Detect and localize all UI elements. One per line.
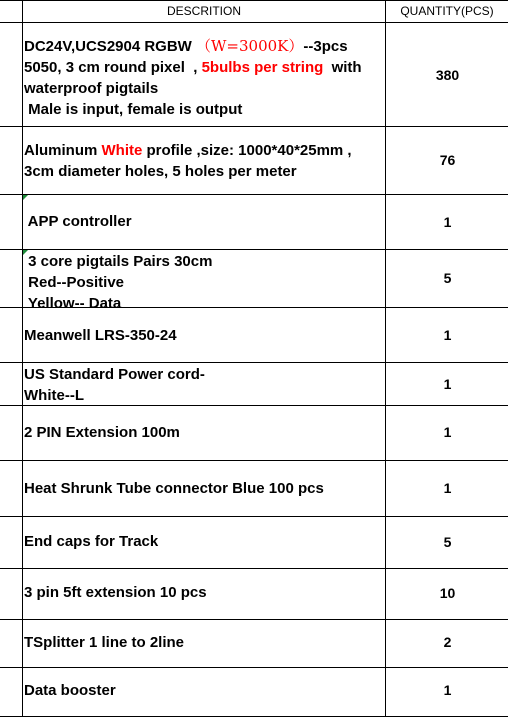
quantity-cell: 2: [443, 634, 452, 650]
description-text: US Standard Power cord-: [24, 366, 205, 383]
description-text: 3 pin 5ft extension 10 pcs: [24, 584, 207, 601]
description-text: APP controller: [24, 213, 132, 230]
grid-line: [0, 22, 508, 23]
description-cell: [24, 364, 384, 406]
description-line: [24, 531, 384, 552]
description-cell: [24, 582, 384, 603]
grid-line: [385, 0, 386, 717]
description-cell: [24, 251, 384, 307]
description-text: Heat Shrunk Tube connector Blue 100 pcs: [24, 480, 324, 497]
description-line: [24, 36, 384, 57]
description-text: End caps for Track: [24, 533, 159, 550]
description-text: TSplitter 1 line to 2line: [24, 634, 185, 651]
description-cell: [24, 36, 384, 120]
description-text: Male is input, female is output: [24, 101, 243, 118]
description-line: [24, 385, 384, 406]
quantity-cell: 1: [443, 424, 452, 440]
quantity-cell: 380: [435, 67, 460, 83]
description-cell: [24, 632, 384, 653]
grid-line: [0, 667, 508, 668]
grid-line: [0, 194, 508, 195]
grid-line: [0, 249, 508, 250]
description-line: [24, 272, 384, 293]
description-text: with: [323, 59, 362, 76]
description-cell: [24, 680, 384, 701]
description-cell: [24, 422, 384, 443]
description-line: [24, 632, 384, 653]
description-line: [24, 140, 384, 161]
description-text: Aluminum: [24, 142, 102, 159]
description-line: [24, 78, 384, 99]
description-text: 5050, 3 cm round pixel ,: [24, 59, 202, 76]
description-cell: [24, 531, 384, 552]
comment-marker-icon: [23, 195, 28, 200]
grid-line: [0, 307, 508, 308]
description-line: [24, 422, 384, 443]
column-header-quantity: QUANTITY(PCS): [400, 4, 494, 18]
column-header-description: DESCRITION: [166, 4, 241, 18]
grid-line: [22, 0, 23, 717]
description-line: [24, 325, 384, 346]
quantity-cell: 1: [443, 480, 452, 496]
grid-line: [0, 362, 508, 363]
grid-line: [0, 716, 508, 717]
description-text: 2 PIN Extension 100m: [24, 424, 180, 441]
description-text: Red--Positive: [24, 274, 125, 291]
quantity-cell: 5: [443, 534, 452, 550]
grid-line: [0, 460, 508, 461]
description-cell: [24, 478, 384, 499]
grid-line: [0, 619, 508, 620]
description-line: [24, 680, 384, 701]
description-text: Yellow-- Data: [24, 295, 122, 307]
description-line: [24, 99, 384, 120]
description-line: [24, 57, 384, 78]
description-text: White--L: [24, 387, 84, 404]
description-text: --3pcs: [303, 38, 348, 55]
quantity-cell: 5: [443, 270, 452, 286]
quantity-cell: 1: [443, 682, 452, 698]
description-line: [24, 161, 384, 182]
quantity-cell: 10: [439, 585, 456, 601]
description-line: [24, 211, 384, 232]
highlighted-text: （W=3000K）: [196, 37, 304, 55]
description-line: [24, 364, 384, 385]
description-text: profile ,size: 1000*40*25mm ,: [142, 142, 352, 159]
description-cell: [24, 325, 384, 346]
grid-line: [0, 516, 508, 517]
description-text: 3 core pigtails Pairs 30cm: [24, 253, 213, 270]
description-cell: [24, 211, 384, 232]
quantity-cell: 1: [443, 376, 452, 392]
description-line: [24, 582, 384, 603]
description-line: [24, 478, 384, 499]
highlighted-text: 5bulbs per string: [201, 59, 324, 76]
quantity-cell: 76: [439, 152, 456, 168]
quantity-cell: 1: [443, 327, 452, 343]
description-text: 3cm diameter holes, 5 holes per meter: [24, 163, 297, 180]
description-line: [24, 293, 384, 307]
description-text: Meanwell LRS-350-24: [24, 327, 177, 344]
description-text: waterproof pigtails: [24, 80, 159, 97]
description-text: DC24V,UCS2904 RGBW: [24, 38, 197, 55]
description-text: Data booster: [24, 682, 116, 699]
quantity-cell: 1: [443, 214, 452, 230]
description-cell: [24, 140, 384, 182]
grid-line: [0, 568, 508, 569]
description-line: [24, 251, 384, 272]
highlighted-text: White: [101, 142, 143, 159]
grid-line: [0, 126, 508, 127]
